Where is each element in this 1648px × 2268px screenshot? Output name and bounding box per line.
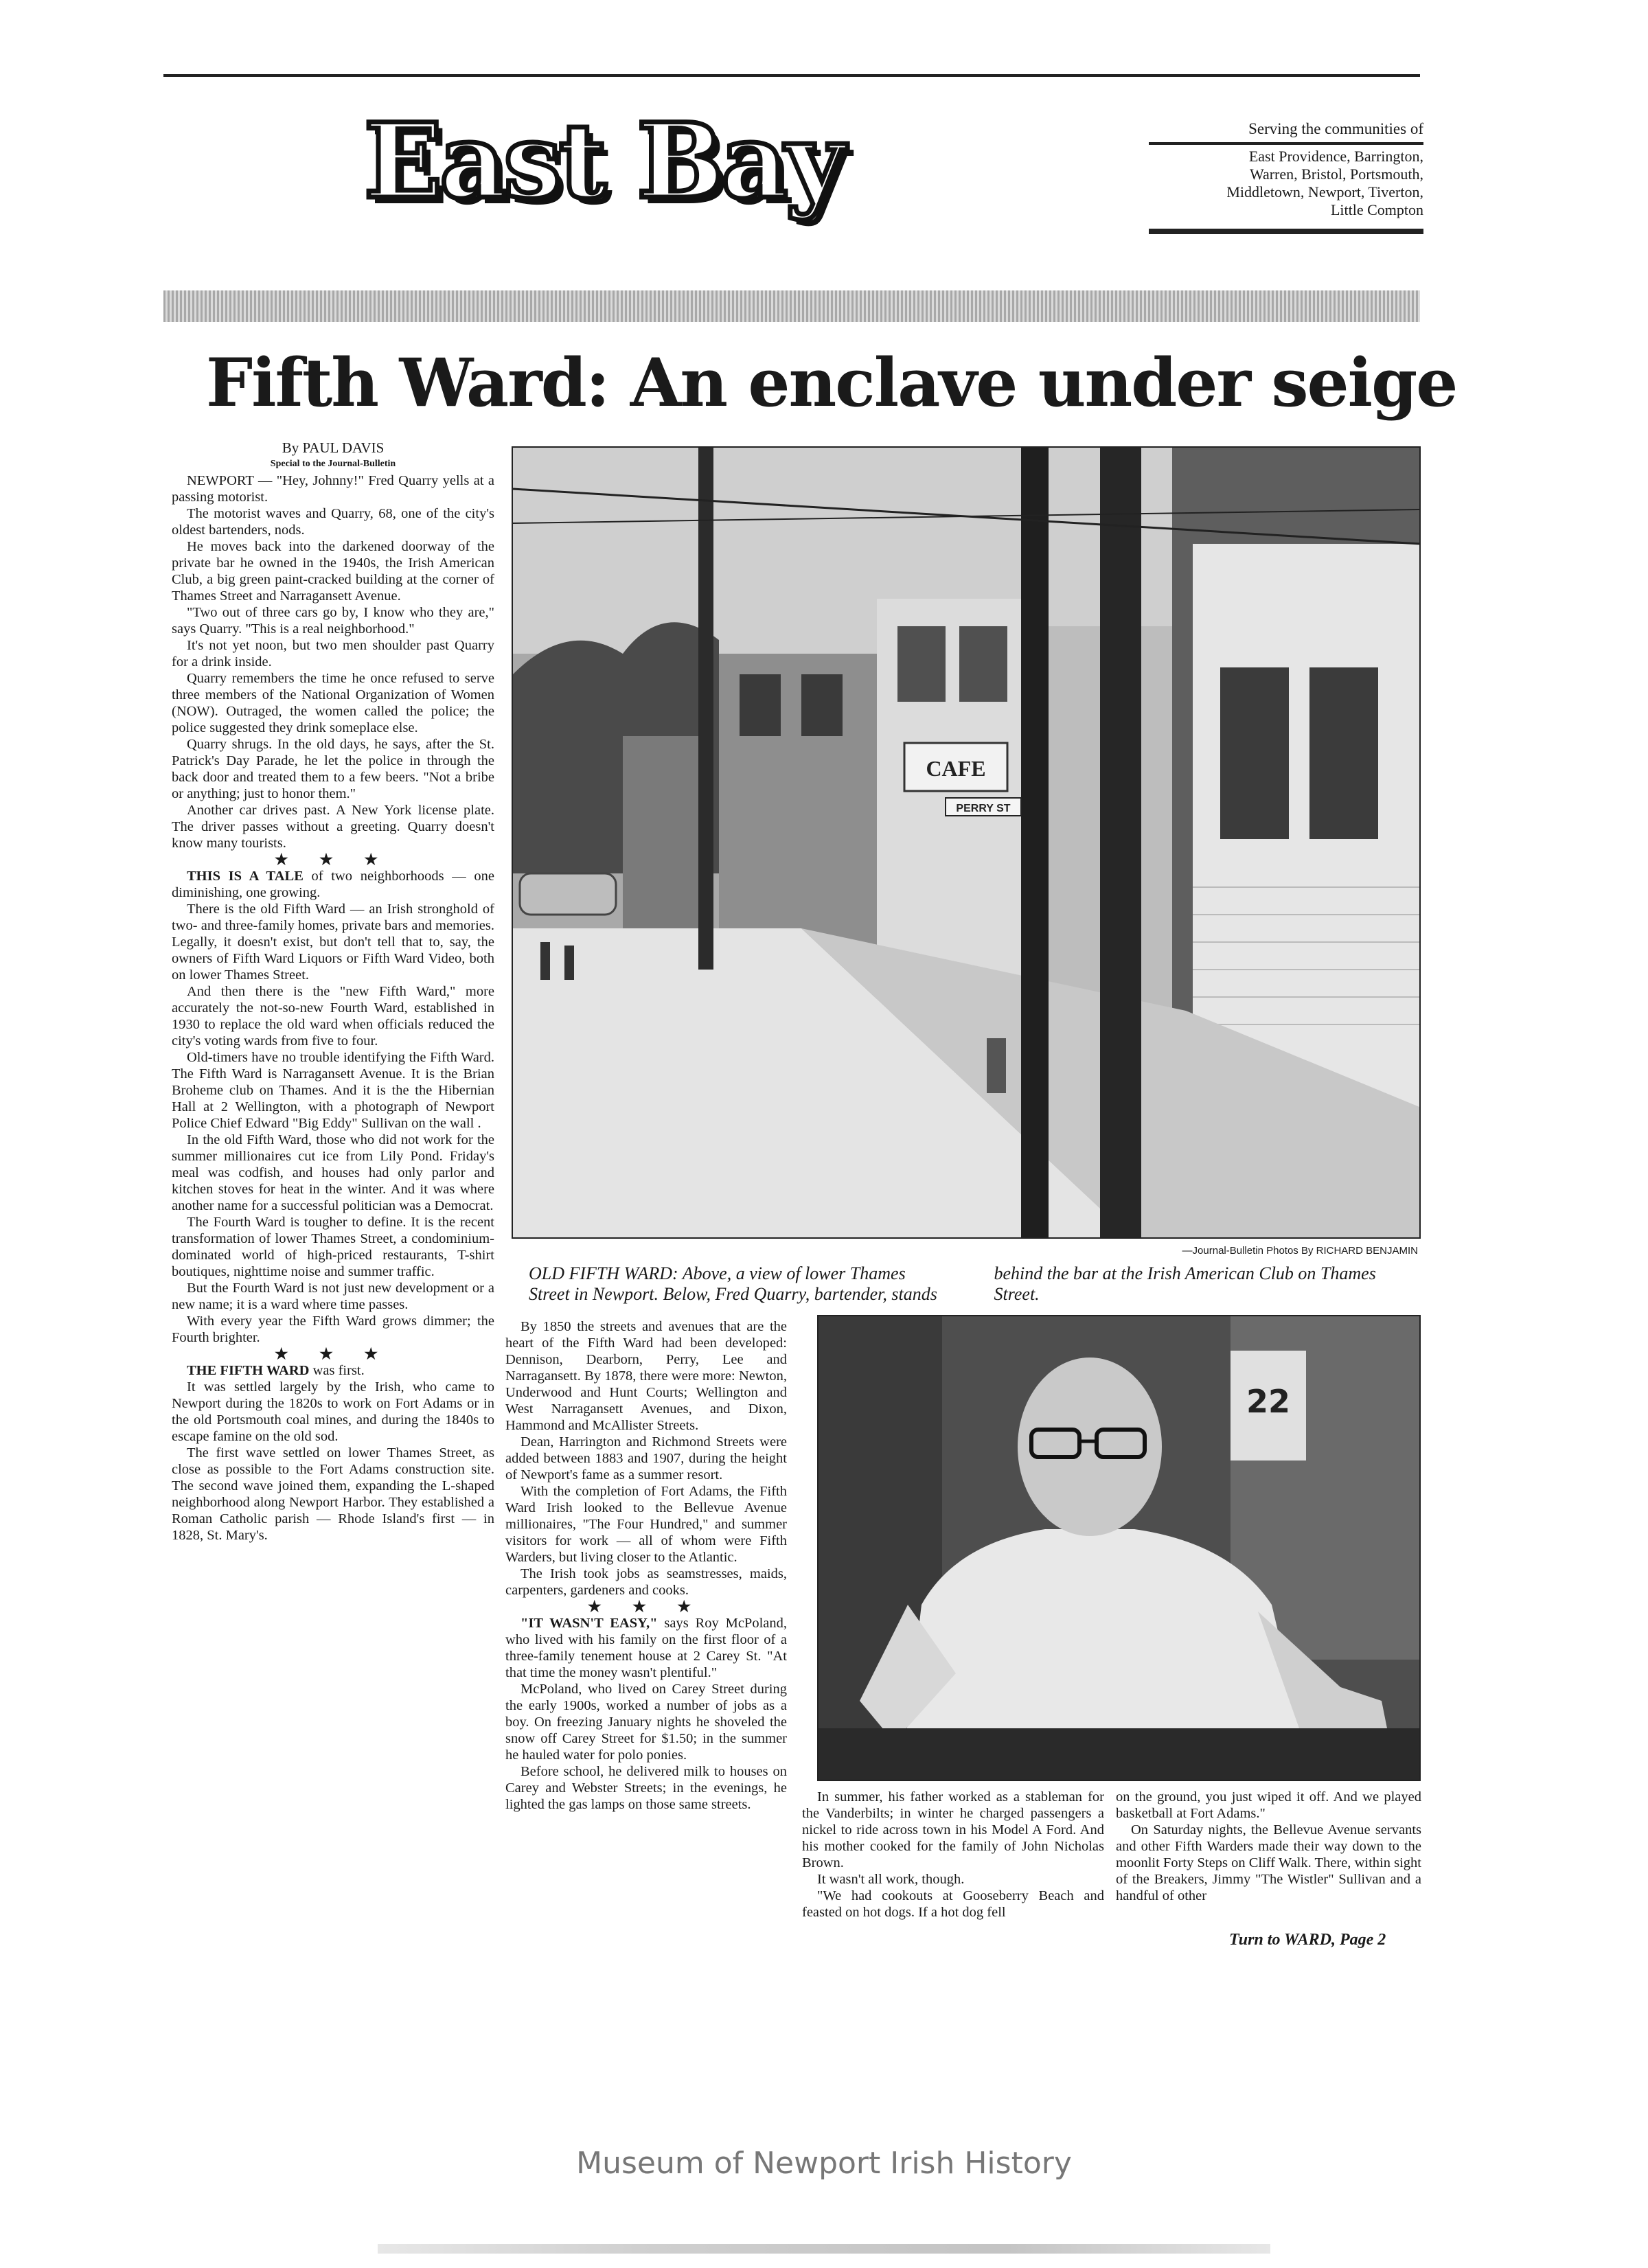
byline-author: By PAUL DAVIS xyxy=(282,439,385,456)
serving-bottom-rule xyxy=(1149,219,1423,234)
headline: Fifth Ward: An enclave under seige xyxy=(206,344,1457,422)
photo-thames-street xyxy=(512,446,1421,1239)
paragraph xyxy=(172,868,494,901)
article-column-2 xyxy=(505,1318,787,1957)
paragraph: In the old Fifth Ward, those who did not work for the summer millionaires cut ice from Lily Pond. Friday's meal was codfish, and houses had only parlor and kitchen stoves for heat in the winter. And it was where another name for a successful politician was a Democrat. xyxy=(172,1132,494,1213)
street-sign: PERRY ST xyxy=(956,803,1011,814)
serving-communities-box xyxy=(1149,120,1423,234)
paragraph-text: was first. xyxy=(309,1363,365,1378)
masthead-logo: East Bay xyxy=(364,101,843,222)
paragraph: It was settled largely by the Irish, who came to Newport during the 1820s to work on Fort Adams or in the old Portsmouth coal mines, and during the 1840s to escape famine on the old sod. xyxy=(172,1379,494,1444)
number-sign: 22 xyxy=(1246,1383,1291,1420)
paragraph: Dean, Harrington and Richmond Streets were added between 1883 and 1907, during the height of Newport's fame as a summer resort. xyxy=(505,1434,787,1482)
archive-footer: Museum of Newport Irish History xyxy=(576,2146,1072,2181)
paragraph: He moves back into the darkened doorway of the private bar he owned in the 1940s, the Irish American Club, a big green paint-cracked building at the corner of Thames Street and Narragansett Avenue. xyxy=(172,539,494,604)
paragraph: On Saturday nights, the Bellevue Avenue servants and other Fifth Warders made their way down to the moonlit Forty Steps on Cliff Walk. There, within sight of the Breakers, Jimmy "The Wistler" Sullivan and a handful of other xyxy=(1116,1822,1421,1903)
lead-in: THE FIFTH WARD xyxy=(187,1363,310,1378)
lead-in: "IT WASN'T EASY," xyxy=(520,1616,658,1631)
paragraph: But the Fourth Ward is not just new development or a new name; it is a ward where time passes. xyxy=(172,1281,494,1312)
photo-caption: OLD FIFTH WARD: Above, a view of lower Thames Street in Newport. Below, Fred Quarry, bartender, stands behind the bar at the Irish American Club on Thames Street. xyxy=(529,1263,1376,1304)
jump-line: Turn to WARD, Page 2 xyxy=(1229,1931,1386,1949)
lead-in: THIS IS A TALE xyxy=(187,869,304,884)
paragraph: With the completion of Fort Adams, the Fifth Ward Irish looked to the Bellevue Avenue millionaires, "The Four Hundred," and summer visitors for work — all of whom were Fifth Warders, but living closer to the Atlantic. xyxy=(505,1484,787,1565)
paragraph: NEWPORT — "Hey, Johnny!" Fred Quarry yells at a passing motorist. xyxy=(172,473,494,505)
top-rule xyxy=(163,74,1420,77)
paragraph: The first wave settled on lower Thames Street, as close as possible to the Fort Adams construction site. The second wave joined them, expanding the L-shaped neighborhood along Newport Harbor. They established a Roman Catholic parish — Rhode Island's first — in 1828, St. Mary's. xyxy=(172,1445,494,1543)
paragraph: "We had cookouts at Gooseberry Beach and feasted on hot dogs. If a hot dog fell xyxy=(802,1888,1104,1920)
scan-edge-strip xyxy=(378,2244,1270,2254)
paragraph: Quarry remembers the time he once refused to serve three members of the National Organization of Women (NOW). Outraged, the women called the police; the police suggested they drink someplace else. xyxy=(172,671,494,735)
photo-bartender xyxy=(817,1315,1421,1781)
paragraph: Old-timers have no trouble identifying the Fifth Ward. The Fifth Ward is Narragansett Avenue. It is the Brian Broheme club on Thames. And it is the the Hibernian Hall at 2 Wellington, with a photograph of Newport Police Chief Edward "Big Eddy" Sullivan on the wall . xyxy=(172,1050,494,1131)
paragraph: on the ground, you just wiped it off. And we played basketball at Fort Adams." xyxy=(1116,1789,1421,1821)
cafe-sign: CAFE xyxy=(926,756,986,781)
serving-heading: Serving the communities of xyxy=(1149,120,1423,145)
paragraph: The Irish took jobs as seamstresses, maids, carpenters, gardeners and cooks. xyxy=(505,1566,787,1598)
paragraph: Quarry shrugs. In the old days, he says, after the St. Patrick's Day Parade, he let the police in through the back door and treated them to a few beers. "Not a bribe or anything; just to honor them." xyxy=(172,737,494,801)
street-scene-illustration xyxy=(513,448,1419,1237)
halftone-band xyxy=(163,290,1420,322)
section-stars: ★ ★ ★ xyxy=(587,1598,705,1615)
byline xyxy=(172,439,494,472)
section-stars: ★ ★ ★ xyxy=(274,851,392,868)
paragraph: Before school, he delivered milk to houses on Carey and Webster Streets; in the evenings, he lighted the gas lamps on those same streets. xyxy=(505,1764,787,1812)
paragraph: Another car drives past. A New York license plate. The driver passes without a greeting. Quarry doesn't know many tourists. xyxy=(172,803,494,851)
serving-line: Warren, Bristol, Portsmouth, xyxy=(1249,165,1423,183)
paragraph: "Two out of three cars go by, I know who they are," says Quarry. "This is a real neighborhood." xyxy=(172,605,494,637)
article-column-3 xyxy=(802,1789,1104,1960)
article-column-1 xyxy=(172,472,494,1949)
photo-credit: —Journal-Bulletin Photos By RICHARD BENJAMIN xyxy=(1182,1245,1418,1257)
paragraph-text: says Roy McPoland, who lived with his family on the first floor of a three-family tenement house at 2 Carey St. "At that time the money wasn't plentiful." xyxy=(505,1616,787,1680)
paragraph: In summer, his father worked as a stableman for the Vanderbilts; in winter he charged passengers a nickel to ride across town in his Model A Ford. And his mother cooked for the family of John Nicholas Brown. xyxy=(802,1789,1104,1870)
paragraph: With every year the Fifth Ward grows dimmer; the Fourth brighter. xyxy=(172,1314,494,1345)
paragraph: It wasn't all work, though. xyxy=(817,1872,965,1887)
serving-line: Little Compton xyxy=(1330,201,1423,218)
paragraph: The Fourth Ward is tougher to define. It is the recent transformation of lower Thames Street, a condominium- dominated world of high-priced restaurants, T-shirt boutiques, nighttime noise and summer traffic. xyxy=(172,1215,494,1279)
paragraph xyxy=(172,1362,494,1379)
section-stars: ★ ★ ★ xyxy=(274,1345,392,1362)
article-column-4 xyxy=(1116,1789,1421,1947)
serving-line: East Providence, Barrington, xyxy=(1248,148,1423,165)
bartender-illustration xyxy=(819,1316,1419,1780)
paragraph-text: of two neighborhoods — one diminishing, one growing. xyxy=(172,869,494,900)
paragraph: It's not yet noon, but two men shoulder past Quarry for a drink inside. xyxy=(172,638,494,669)
paragraph: And then there is the "new Fifth Ward," more accurately the not-so-new Fourth Ward, established in 1930 to replace the old ward when officials reduced the city's voting wards from five to four. xyxy=(172,984,494,1049)
byline-affiliation: Special to the Journal-Bulletin xyxy=(270,459,396,469)
serving-line: Middletown, Newport, Tiverton, xyxy=(1226,183,1423,201)
paragraph: The motorist waves and Quarry, 68, one of the city's oldest bartenders, nods. xyxy=(172,506,494,538)
paragraph: McPoland, who lived on Carey Street during the early 1900s, worked a number of jobs as a boy. On freezing January nights he shoveled the snow off Carey Street for $1.50; in the summer he hauled water for polo ponies. xyxy=(505,1682,787,1763)
paragraph xyxy=(505,1615,787,1681)
paragraph: By 1850 the streets and avenues that are the heart of the Fifth Ward had been developed: Dennison, Dearborn, Perry, Lee and Narragansett. By 1878, there were more: Newton, Underwood and Hunt Courts; Wellington and West Narragansett Avenues, and Dixon, Hammond and McAllister Streets. xyxy=(505,1319,787,1433)
paragraph: There is the old Fifth Ward — an Irish stronghold of two- and three-family homes, private bars and memories. Legally, it doesn't exist, but don't tell that to, say, the owners of Fifth Ward Liquors or Fifth Ward Video, both on lower Thames Street. xyxy=(172,902,494,983)
